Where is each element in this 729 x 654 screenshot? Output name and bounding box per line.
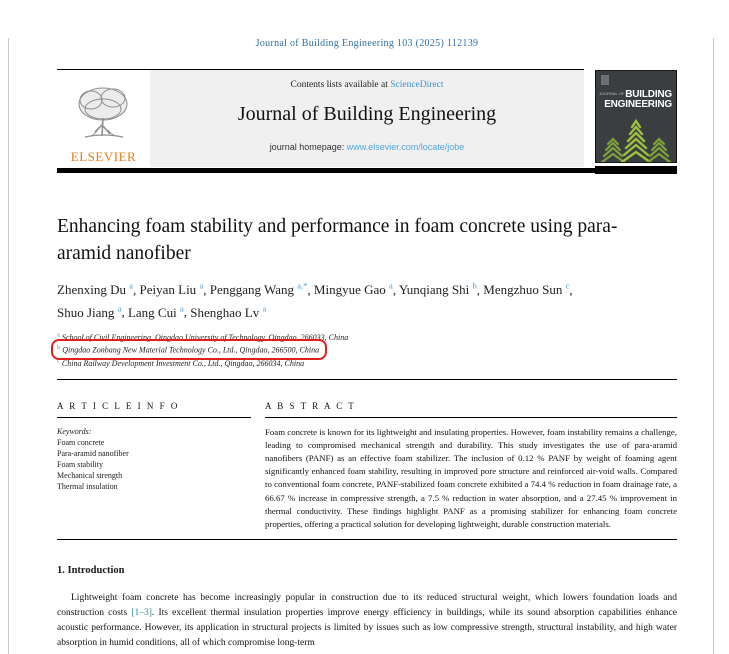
keywords-label: Keywords: bbox=[57, 426, 92, 436]
article-info-column bbox=[57, 401, 251, 532]
affiliation-list bbox=[57, 331, 677, 369]
affiliation-line: $^c$ China Railway Development Investment Co., Ltd., Qingdao, 266034, China bbox=[57, 356, 305, 368]
abstract-rule bbox=[265, 417, 677, 418]
contents-list-line: Contents lists available at ScienceDirect bbox=[290, 80, 444, 90]
introduction-paragraph: Lightweight foam concrete has become increasingly popular in construction due to its reduced structural weight, which lowers foundation loads and construction costs [1–3]. Its excellent thermal insulation properties improve energy efficiency in buildings, while its sound absorption capabilities enhance acoustic performance. However, its application in structural projects is limited by issues such as low compressive strength, structural instability, and high water absorption in humid conditions, all of which compromise long-term bbox=[57, 593, 677, 649]
author-name: Lang Cui $^a$ bbox=[127, 303, 184, 320]
author-name: Penggang Wang $^{a,*}$ bbox=[209, 281, 308, 298]
elsevier-logo[interactable] bbox=[57, 70, 150, 167]
article-title: Enhancing foam stability and performance in foam concrete using para-aramid nanofiber bbox=[57, 216, 618, 264]
abstract-text: Foam concrete is known for its lightweight and insulating properties. However, foam instability remains a challenge, leading to compromised mechanical strength and durability. This study investigates the use of para-aramid nanofibers (PANF) as an effective foam stabilizer. The inclusion of 0.12 % PANF by weight of foaming agent significantly enhanced foam stability, resulting in improved pore structure and reinforced air-void walls. Compared to conventional foam concrete, PANF-stabilized foam concrete exhibited a 74.4 % reduction in foam drainage rate, a 66.67 % increase in compressive strength, a 7.5 % reduction in water absorption, and a 27.45 % improvement in thermal conductivity. These findings highlight PANF as a promising stabilizer for enhancing foam concrete properties, offering a practical solution for developing lightweight, durable construction materials. bbox=[265, 426, 677, 530]
abstract-heading: A B S T R A C T bbox=[265, 400, 356, 411]
author-name: Shuo Jiang $^a$ bbox=[57, 303, 122, 320]
cover-bottom-strip bbox=[595, 166, 677, 174]
article-page bbox=[57, 38, 677, 651]
article-info-heading: A R T I C L E I N F O bbox=[57, 400, 180, 411]
info-abstract-section bbox=[57, 380, 677, 541]
keyword-item: Thermal insulation bbox=[57, 481, 118, 491]
author-name: Peiyan Liu $^a$ bbox=[139, 281, 204, 298]
abstract-column bbox=[265, 401, 677, 532]
affiliation-line: $^a$ School of Civil Engineering, Qingdao University of Technology, Qingdao, 266033, China bbox=[57, 331, 349, 343]
journal-cover[interactable] bbox=[595, 70, 677, 174]
cover-trees-icon bbox=[596, 110, 675, 162]
citation-link-1-3[interactable]: [1–3] bbox=[131, 608, 152, 619]
elsevier-tree-icon bbox=[73, 84, 135, 148]
running-head-citation[interactable]: Journal of Building Engineering 103 (2025) 112139 bbox=[255, 38, 479, 49]
page-edge-right bbox=[713, 38, 714, 654]
page-edge-left bbox=[8, 38, 9, 654]
elsevier-wordmark: ELSEVIER bbox=[70, 149, 137, 164]
author-name: Mengzhuo Sun $^c$ bbox=[483, 281, 570, 298]
keyword-list bbox=[57, 437, 251, 492]
banner-center bbox=[150, 70, 584, 167]
cover-title: $^{JOURNAL OF}$BUILDING ENGINEERING bbox=[599, 89, 672, 110]
introduction-heading: 1. Introduction bbox=[57, 565, 125, 577]
keyword-item: Foam stability bbox=[57, 459, 103, 469]
article-info-rule bbox=[57, 417, 251, 418]
author-name: Zhenxing Du $^a$ bbox=[57, 281, 133, 298]
author-name: Mingyue Gao $^a$ bbox=[313, 281, 393, 298]
banner-bottom-rule bbox=[57, 168, 677, 173]
journal-title: Journal of Building Engineering bbox=[237, 103, 497, 125]
author-list: Zhenxing Du $^a$, Peiyan Liu $^a$, Penggang Wang $^{a,*}$, Mingyue Gao $^a$, Yunqiang Shi $^b$, Mengzhuo Sun $^c$, Shuo Jiang $^a$, Lang Cui $^a$, Shenghao Lv $^a$ bbox=[57, 281, 573, 320]
journal-homepage-line: journal homepage: www.elsevier.com/locate/jobe bbox=[269, 142, 465, 152]
author-name: Yunqiang Shi $^b$ bbox=[398, 281, 477, 298]
cover-mini-logo-icon bbox=[601, 75, 609, 85]
author-name: Shenghao Lv $^a$ bbox=[190, 303, 267, 320]
sciencedirect-link[interactable]: ScienceDirect bbox=[390, 80, 444, 90]
journal-banner bbox=[57, 69, 677, 175]
homepage-url-link[interactable]: www.elsevier.com/locate/jobe bbox=[346, 142, 465, 152]
banner-content bbox=[57, 70, 584, 167]
keyword-item: Mechanical strength bbox=[57, 470, 123, 480]
keyword-item: Para-aramid nanofiber bbox=[57, 448, 129, 458]
affiliation-line bbox=[57, 343, 677, 356]
highlighted-affiliation: $^b$ Qingdao Zonbang New Material Technology Co., Ltd., Qingdao, 266500, China bbox=[57, 344, 320, 355]
keyword-item: Foam concrete bbox=[57, 437, 105, 447]
